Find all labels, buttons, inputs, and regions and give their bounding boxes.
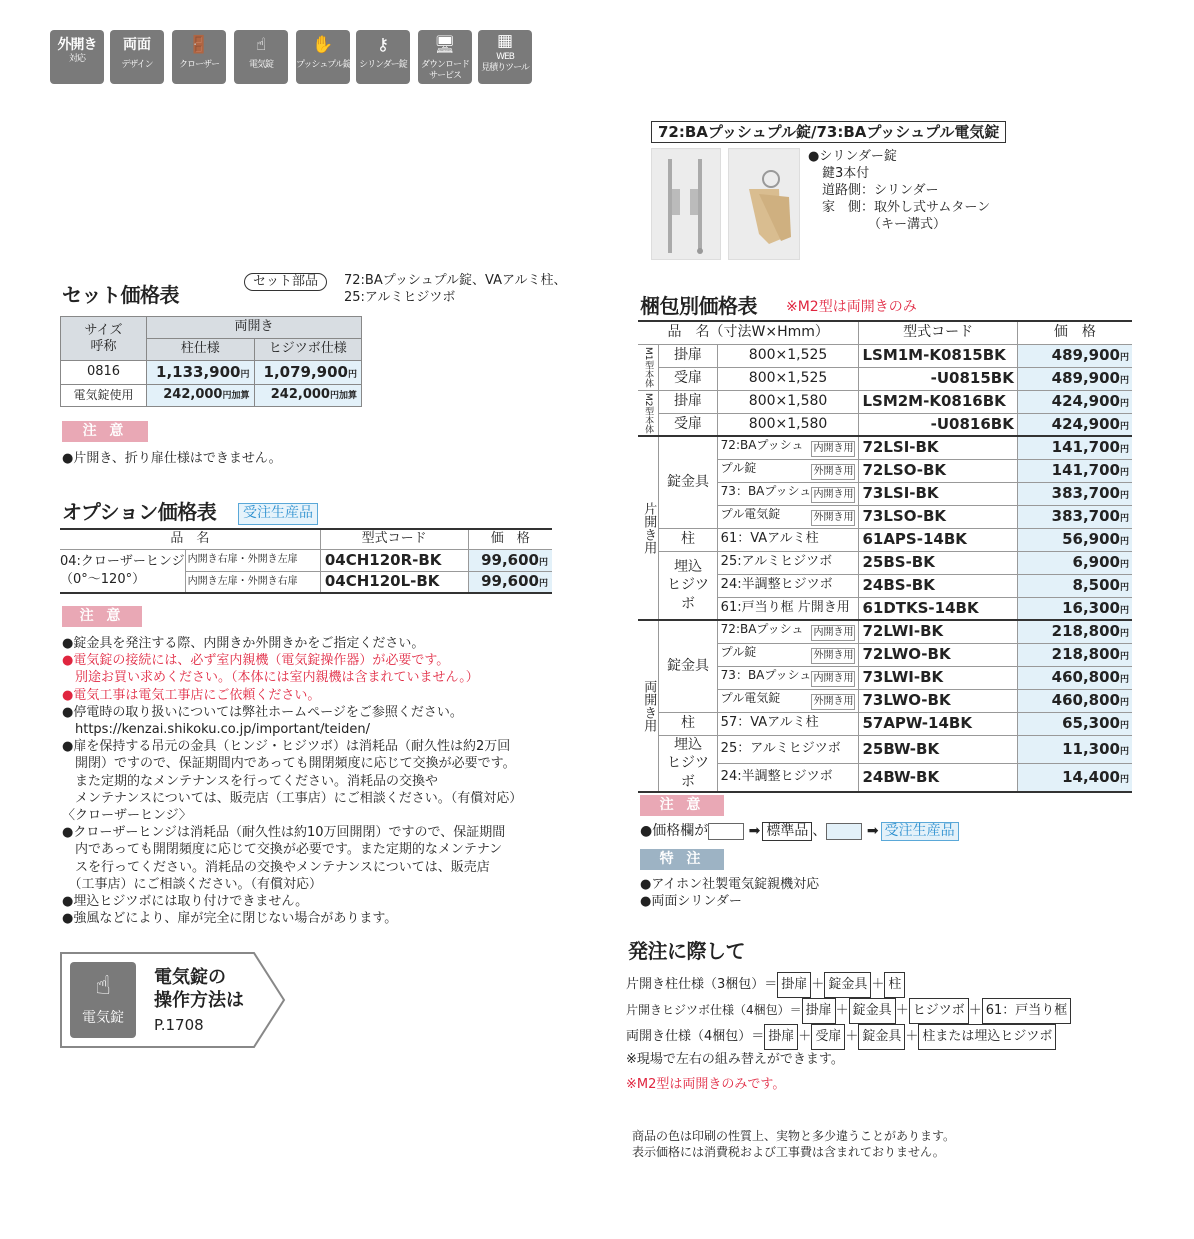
pack-row: 73：BAプッシュ 内開き用 73LSI-BK 383,700円 xyxy=(638,482,1132,505)
feature-label: 特 注 xyxy=(640,849,724,870)
note-line: ●電気錠の接続には、必ず室内親機（電気錠操作器）が必要です。 xyxy=(62,653,450,669)
lock-heading: 72:BAプッシュプル錠/73:BAプッシュプル電気錠 xyxy=(651,121,1006,143)
lock-description: ●シリンダー錠 鍵3本付 道路側：シリンダー 家 側：取外し式サムターン （キー溝式） xyxy=(808,149,991,232)
pack-row: プル錠 外開き用 72LWO-BK 218,800円 xyxy=(638,643,1132,666)
set-price-title: セット価格表 xyxy=(62,283,179,307)
pack-row: M2型本体 掛扉 800×1,580 LSM2M-K0816BK 424,900円 xyxy=(638,390,1132,413)
pack-row: 受扉 800×1,525 -U0815BK 489,900円 xyxy=(638,367,1132,390)
notes-list xyxy=(62,635,522,927)
push-pull-handle-image xyxy=(651,148,721,260)
pack-row: 24:半調整ヒジツボ 24BS-BK 8,500円 xyxy=(638,574,1132,597)
push-pull-lock-icon: ✋ プッシュプル錠 xyxy=(296,30,350,84)
note-line: ●強風などにより、扉が完全に閉じない場合があります。 xyxy=(62,911,398,927)
note-line: ●埋込ヒジツボには取り付けできません。 xyxy=(62,894,309,910)
pack-row: プル電気錠 外開き用 73LSO-BK 383,700円 xyxy=(638,505,1132,528)
note-line: メンテナンスについては、販売店（工事店）にご相談ください。（有償対応） xyxy=(62,790,523,806)
set-price-table: サイズ 呼称 両開き 柱仕様 ヒジツボ仕様 0816 1,133,900円 1,079,900円 電気錠使用 242,000円加算 242,000円加算 xyxy=(60,316,362,407)
caution-label-3: 注 意 xyxy=(640,795,724,816)
order-line-1: 片開き柱仕様（3梱包）＝ 掛扉 ＋ 錠金具 ＋ 柱 xyxy=(626,972,1071,998)
order-line-2: 片開きヒジツボ仕様（4梱包）＝ 掛扉 ＋ 錠金具 ＋ ヒジツボ ＋ 61：戸当り框 xyxy=(626,998,1071,1024)
note-line: （工事店）にご相談ください。（有償対応） xyxy=(62,876,323,892)
note-line: 〈クローザーヒンジ〉 xyxy=(62,808,192,824)
option-price-table: 品 名 型式コード 価 格 04:クローザーヒンジ （0°〜120°） 内開き右扉・外開き左扉 04CH120R-BK 99,600円 内開き左扉・外開き右扉 04CH120L-BK 99,600円 xyxy=(60,528,552,594)
footer-notes: 商品の色は印刷の性質上、実物と多少違うことがあります。 表示価格には消費税および工事費は含まれておりません。 xyxy=(632,1129,956,1159)
outward-open-icon: 外開き 対応 xyxy=(50,30,104,84)
order-formulas: 片開き柱仕様（3梱包）＝ 掛扉 ＋ 錠金具 ＋ 柱 片開きヒジツボ仕様（4梱包）＝ 掛扉 ＋ 錠金具 ＋ ヒジツボ ＋ 61：戸当り框 両開き仕様（4梱包）＝ 掛扉 ＋ 受扉 ＋ 錠金具 ＋ 柱または埋込ヒジツボ ※現場で左右の組み替えができます。 ※M2型は両開きのみです。 xyxy=(626,972,1071,1100)
pack-row: 73：BAプッシュ 内開き用 73LWI-BK 460,800円 xyxy=(638,666,1132,689)
web-estimate-tool-icon: ▦ WEB 見積りツール xyxy=(478,30,532,84)
double-side-design-icon: 両面 デザイン xyxy=(110,30,164,84)
note-line: ●扉を保持する吊元の金具（ヒンジ・ヒジツボ）は消耗品（耐久性は約2万回 xyxy=(62,739,511,755)
order-line-3: 両開き仕様（4梱包）＝ 掛扉 ＋ 受扉 ＋ 錠金具 ＋ 柱または埋込ヒジツボ xyxy=(626,1024,1071,1050)
electric-lock-howto-title: 電気錠の 操作方法は xyxy=(154,967,244,1011)
price-legend: ●価格欄が ➡ 標準品 、 ➡ 受注生産品 xyxy=(640,822,959,841)
note-line: ●停電時の取り扱いについては弊社ホームページをご参照ください。 xyxy=(62,704,463,720)
note-line: https://kenzai.shikoku.co.jp/important/teiden/ xyxy=(62,722,371,738)
set-parts-text: 72:BAプッシュプル錠、VAアルミ柱、 25:アルミヒジツボ xyxy=(344,273,567,305)
pack-row: 受扉 800×1,580 -U0816BK 424,900円 xyxy=(638,413,1132,436)
pack-price-title: 梱包別価格表 xyxy=(640,294,757,318)
pack-row: 片開き用 錠金具 72:BAプッシュ 内開き用 72LSI-BK 141,700円 xyxy=(638,436,1132,459)
caution-label-1: 注 意 xyxy=(62,421,148,442)
caution-text-1: ●片開き、折り扉仕様はできません。 xyxy=(62,451,282,466)
pack-row: 柱 61：VAアルミ柱 61APS-14BK 56,900円 xyxy=(638,528,1132,551)
keys-image xyxy=(728,148,800,260)
note-line: また定期的なメンテナンスを行ってください。消耗品の交換や xyxy=(62,773,438,789)
pack-row: 両開き用 錠金具 72:BAプッシュ 内開き用 72LWI-BK 218,800円 xyxy=(638,620,1132,643)
pack-row: 柱 57：VAアルミ柱 57APW-14BK 65,300円 xyxy=(638,712,1132,735)
note-line: 開閉）ですので、保証期間内であっても開閉頻度に応じて交換が必要です。 xyxy=(62,756,516,772)
note-line: ●クローザーヒンジは消耗品（耐久性は約10万回開閉）ですので、保証期間 xyxy=(62,825,506,841)
set-parts-tag: セット部品 xyxy=(244,273,327,291)
note-line: 内であっても開閉頻度に応じて交換が必要です。また定期的なメンテナン xyxy=(62,842,503,858)
download-service-icon: 🖥 ダウンロード サービス xyxy=(418,30,472,84)
pack-row: M1型本体 掛扉 800×1,525 LSM1M-K0815BK 489,900円 xyxy=(638,344,1132,367)
order-title: 発注に際して xyxy=(628,939,745,963)
cylinder-lock-icon: ⚷ シリンダー錠 xyxy=(356,30,410,84)
electric-lock-icon: ☝ 電気錠 xyxy=(234,30,288,84)
pack-row: プル錠 外開き用 72LSO-BK 141,700円 xyxy=(638,459,1132,482)
order-made-tag: 受注生産品 xyxy=(238,503,318,525)
pack-row: 埋込 ヒジツボ 25:アルミヒジツボ 25BS-BK 6,900円 xyxy=(638,551,1132,574)
pack-price-table: 品 名（寸法W×Hmm） 型式コード 価 格 M1型本体 掛扉 800×1,525 LSM1M-K0815BK 489,900円 受扉 800×1,525 -U0815BK 489,900円 M2型本体 掛扉 800×1,580 LSM2M-K0816BK 424,900円 受扉 800×1,580 -U0816BK 424,900円 片開き用 錠金具 72:BAプッシュ 内開き用 72LSI-BK 141,700円 プル錠 外開き用 72LSO-BK 141,700円 73：BAプッシュ 内開き用 73LSI-BK 383,700円 プル電気錠 外開き用 73LSO-BK 383,700円 柱 61：VAアルミ柱 61APS-14BK 56,900円 埋込 ヒジツボ 25:アルミヒジツボ 25BS-BK 6,900円 24:半調整ヒジツボ 24BS-BK 8,500円 61:戸当り框 片開き用 61DTKS-14BK 16,300円 両開き用 錠金具 72:BAプッシュ 内開き用 72LWI-BK 218,800円 プル錠 外開き用 72LWO-BK 218,800円 73：BAプッシュ 内開き用 73LWI-BK 460,800円 プル電気錠 外開き用 73LWO-BK 460,800円 柱 57：VAアルミ柱 57APW-14BK 65,300円 埋込 ヒジツボ 25：アルミヒジツボ 25BW-BK 11,300円 24:半調整ヒジツボ 24BW-BK 14,400円 xyxy=(638,320,1132,793)
option-price-title: オプション価格表 xyxy=(62,500,217,524)
note-line: ●錠金具を発注する際、内開きか外開きかをご指定ください。 xyxy=(62,636,425,651)
pack-price-note: ※M2型は両開きのみ xyxy=(786,299,917,315)
pack-row: 61:戸当り框 片開き用 61DTKS-14BK 16,300円 xyxy=(638,597,1132,620)
note-line: ●電気工事は電気工事店にご依頼ください。 xyxy=(62,687,321,703)
electric-lock-howto-box xyxy=(60,952,286,1048)
closer-icon: 🚪 クローザー xyxy=(172,30,226,84)
electric-lock-icon: ☝ 電気錠 xyxy=(70,962,136,1038)
pack-row: プル電気錠 外開き用 73LWO-BK 460,800円 xyxy=(638,689,1132,712)
note-line: スを行ってください。消耗品の交換やメンテナンスについては、販売店 xyxy=(62,859,490,875)
note-line: 別途お買い求めください。（本体には室内親機は含まれていません。） xyxy=(62,670,479,686)
pack-row: 24:半調整ヒジツボ 24BW-BK 14,400円 xyxy=(638,764,1132,793)
feature-list: ●アイホン社製電気錠親機対応 ●両面シリンダー xyxy=(640,877,820,910)
electric-lock-howto-page: P.1708 xyxy=(154,1016,204,1034)
pack-row: 埋込 ヒジツボ 25：アルミヒジツボ 25BW-BK 11,300円 xyxy=(638,735,1132,764)
caution-label-2: 注 意 xyxy=(62,606,142,627)
